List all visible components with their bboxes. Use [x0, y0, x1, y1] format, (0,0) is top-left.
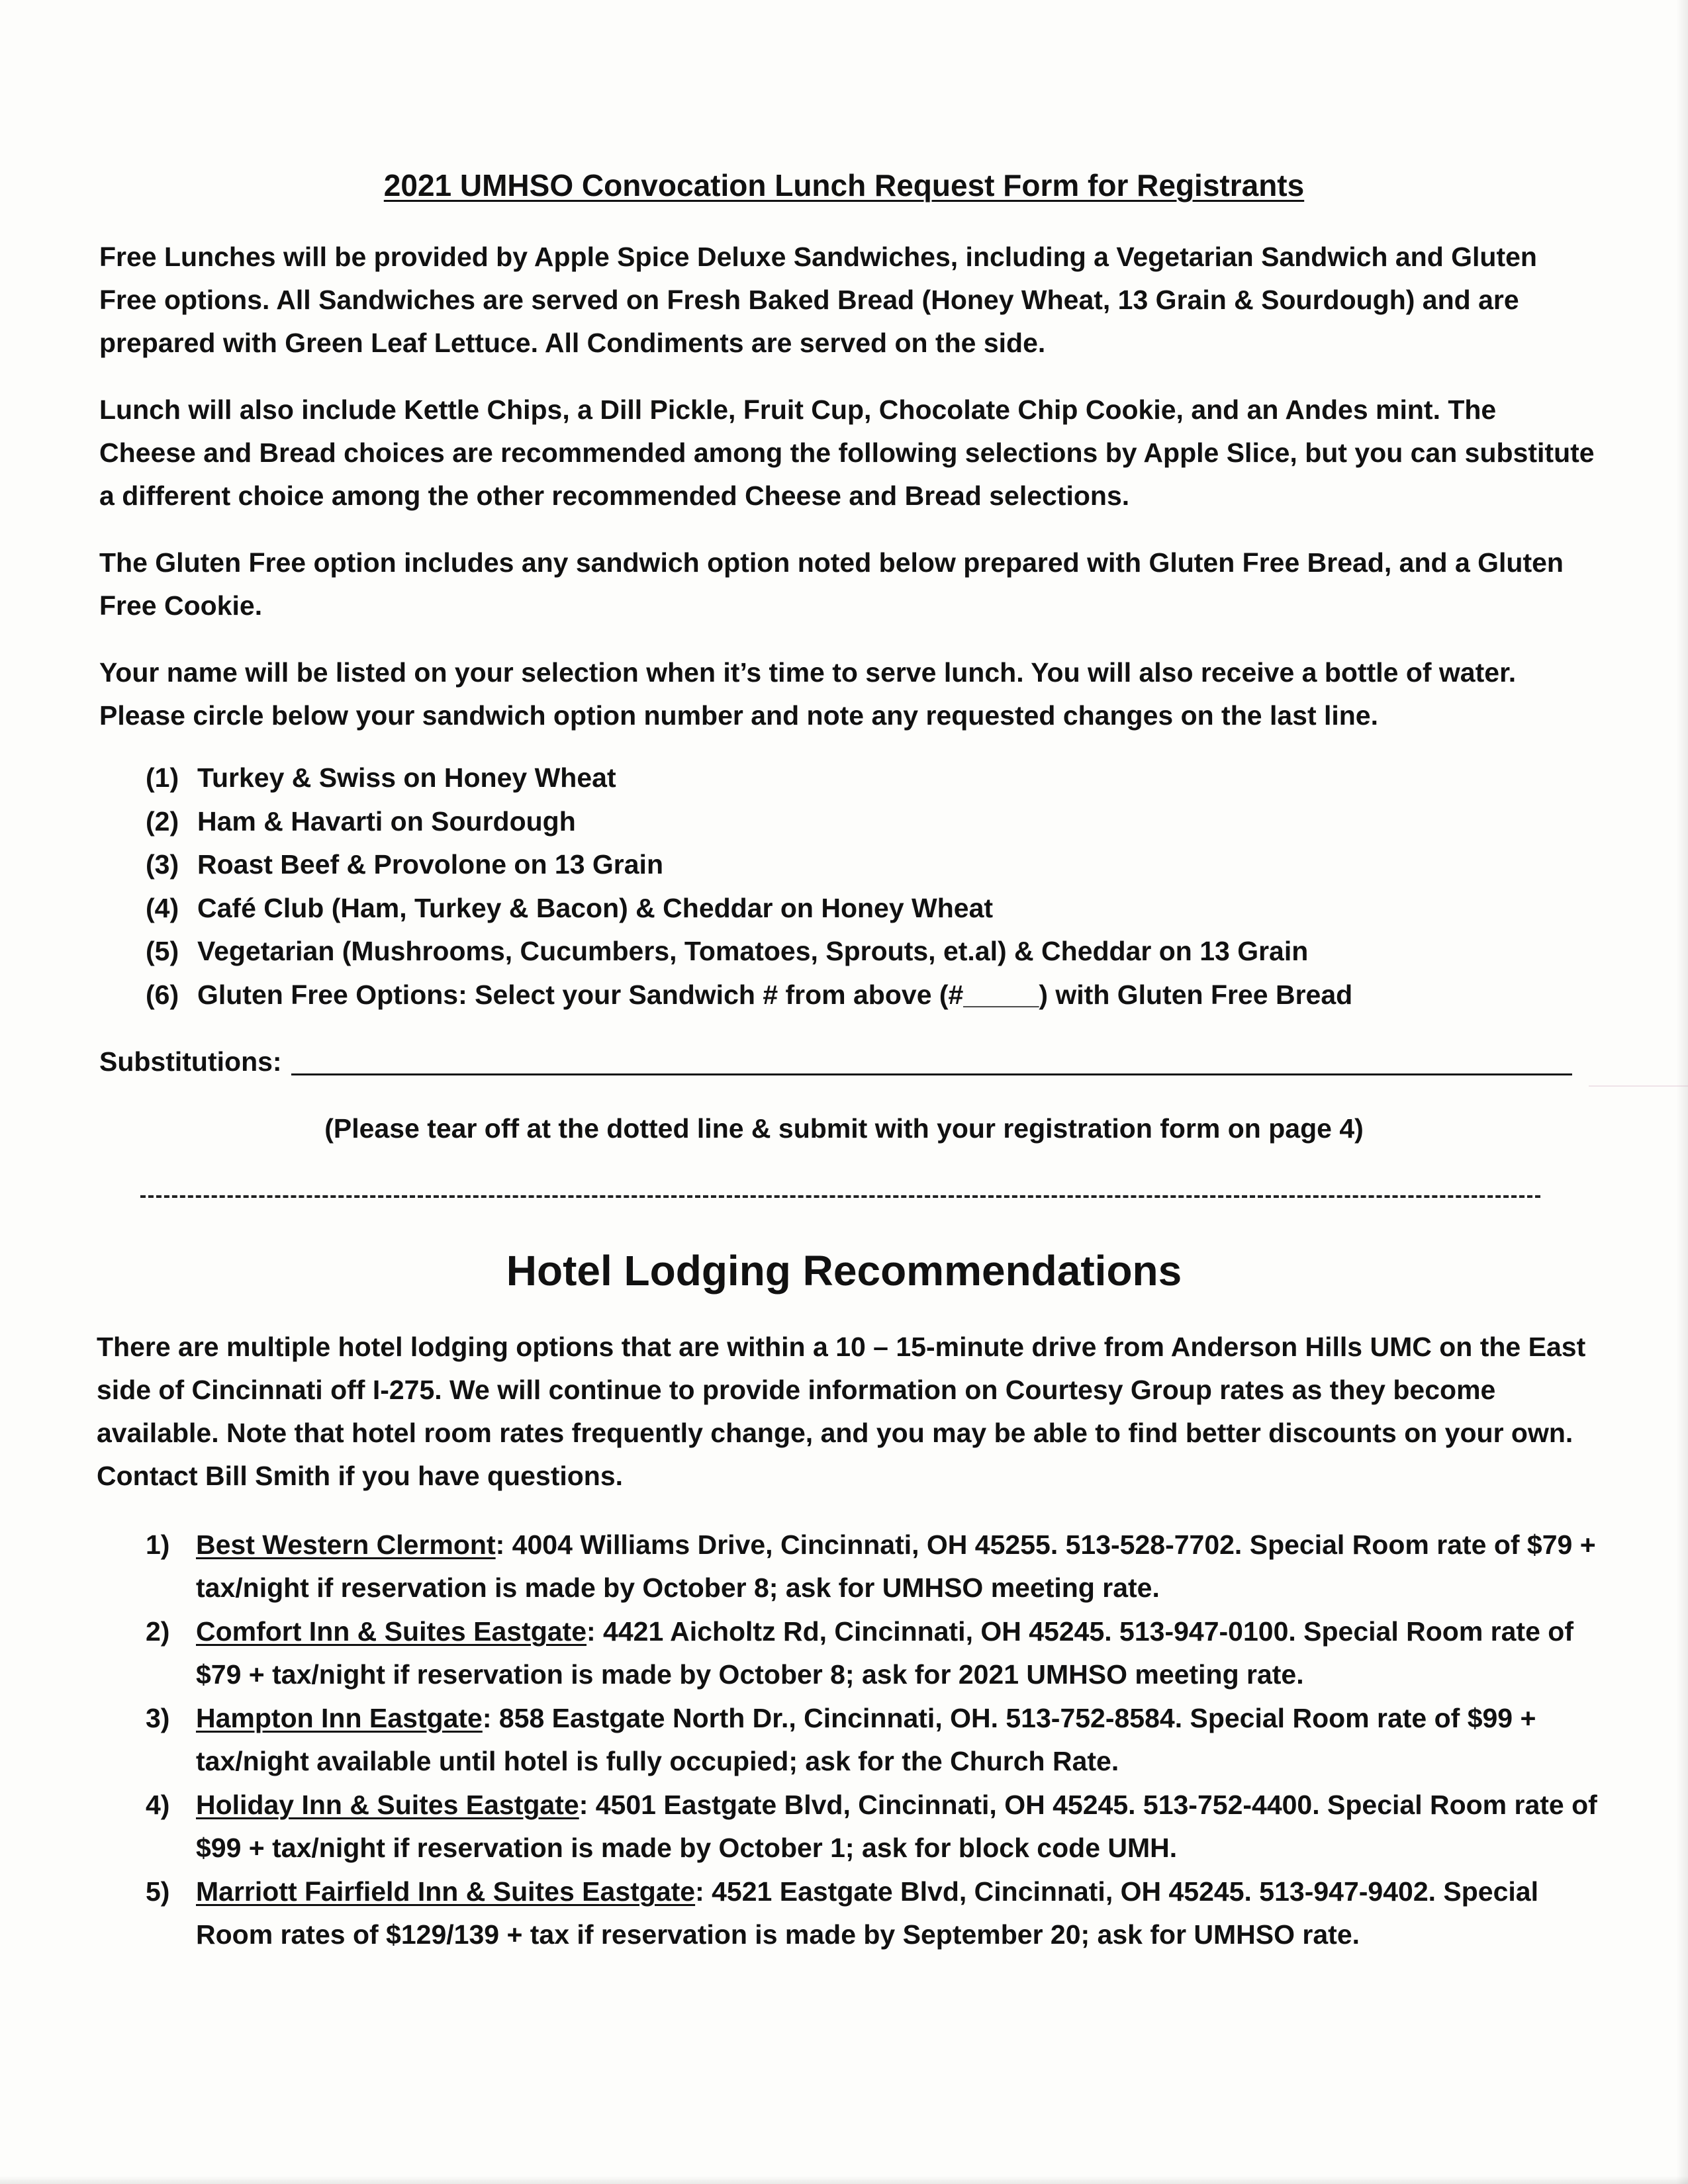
option-number: (4) — [146, 892, 179, 923]
sandwich-option[interactable] — [146, 800, 1602, 844]
sandwich-option[interactable] — [146, 974, 1602, 1017]
hotel-details: : 4521 Eastgate Blvd, Cincinnati, OH 45245. 513-947-9402. Special Room rates of $129/139 + tax if reservation is made by September 20; ask for UMHSO rate. — [196, 1876, 1538, 1950]
hotel-item — [146, 1870, 1602, 1956]
hotel-item — [146, 1524, 1602, 1610]
hotel-number: 1) — [146, 1529, 170, 1560]
paper-fold-mark — [1589, 1085, 1688, 1087]
hotel-number: 2) — [146, 1616, 170, 1647]
option-number: (6) — [146, 979, 179, 1010]
hotel-name: Marriott Fairfield Inn & Suites Eastgate — [196, 1876, 696, 1907]
lunch-includes-paragraph: Lunch will also include Kettle Chips, a Dill Pickle, Fruit Cup, Chocolate Chip Cookie, and an Andes mint. The Cheese and Bread choices are recommended among the following selections by Apple Slice, but you can substitute a different choice among the other recommended Cheese and Bread selections. — [99, 394, 1595, 511]
hotel-number: 5) — [146, 1876, 170, 1907]
option-text: Gluten Free Options: Select your Sandwich # from above (#_____) with Gluten Free Bread — [197, 979, 1353, 1010]
sandwich-option[interactable] — [146, 930, 1602, 974]
gluten-free-paragraph: The Gluten Free option includes any sandwich option noted below prepared with Gluten Free Bread, and a Gluten Free Cookie. — [99, 547, 1564, 621]
option-text: Café Club (Ham, Turkey & Bacon) & Cheddar on Honey Wheat — [197, 892, 994, 923]
hotel-details: : 858 Eastgate North Dr., Cincinnati, OH. 513-752-8584. Special Room rate of $99 + tax/night available until hotel is fully occupied; ask for the Church Rate. — [196, 1703, 1536, 1776]
tear-off-dotted-line — [140, 1195, 1540, 1198]
sandwich-option[interactable] — [146, 843, 1602, 887]
lunch-form-title: 2021 UMHSO Convocation Lunch Request Form for Registrants — [383, 168, 1305, 203]
hotel-number: 4) — [146, 1790, 170, 1820]
hotel-details: : 4501 Eastgate Blvd, Cincinnati, OH 45245. 513-752-4400. Special Room rate of $99 + tax/night if reservation is made by October 1; ask for block code UMH. — [196, 1790, 1597, 1863]
scan-bottom-shadow — [0, 2176, 1688, 2184]
substitutions-label: Substitutions: — [99, 1046, 282, 1077]
hotel-intro-paragraph: There are multiple hotel lodging options that are within a 10 – 15-minute drive from Anderson Hills UMC on the East side of Cincinnati off I-275. We will continue to provide information on Courtesy Group rates as they become available. Note that hotel room rates frequently change, and you may be able to find better discounts on your own. Contact Bill Smith if you have questions. — [97, 1332, 1586, 1491]
option-text: Ham & Havarti on Sourdough — [197, 805, 576, 837]
hotel-item — [146, 1610, 1602, 1696]
hotel-list — [146, 1524, 1602, 1957]
option-text: Roast Beef & Provolone on 13 Grain — [197, 849, 663, 880]
option-number: (3) — [146, 849, 179, 880]
hotel-number: 3) — [146, 1703, 170, 1733]
hotel-name: Best Western Clermont — [196, 1529, 496, 1560]
option-number: (1) — [146, 762, 179, 793]
option-text: Vegetarian (Mushrooms, Cucumbers, Tomatoes, Sprouts, et.al) & Cheddar on 13 Grain — [197, 936, 1309, 966]
substitutions-row — [99, 1042, 1489, 1081]
lunch-intro-paragraph: Free Lunches will be provided by Apple Spice Deluxe Sandwiches, including a Vegetarian Sandwich and Gluten Free options. All Sandwiches are served on Fresh Baked Bread (Honey Wheat, 13 Grain & Sourdough) and are prepared with Green Leaf Lettuce. All Condiments are served on the side. — [99, 242, 1537, 358]
hotel-heading: Hotel Lodging Recommendations — [506, 1247, 1182, 1295]
hotel-item — [146, 1697, 1602, 1783]
instructions-paragraph: Your name will be listed on your selection when it’s time to serve lunch. You will also receive a bottle of water. Please circle below your sandwich option number and note any requested changes on the last line. — [99, 657, 1517, 731]
option-number: (5) — [146, 936, 179, 966]
hotel-name: Hampton Inn Eastgate — [196, 1703, 483, 1733]
sandwich-options-list — [146, 756, 1602, 1017]
hotel-name: Comfort Inn & Suites Eastgate — [196, 1616, 587, 1647]
tear-off-note: (Please tear off at the dotted line & submit with your registration form on page 4) — [324, 1113, 1364, 1144]
sandwich-option[interactable] — [146, 887, 1602, 931]
hotel-item — [146, 1784, 1602, 1870]
hotel-details: : 4004 Williams Drive, Cincinnati, OH 45255. 513-528-7702. Special Room rate of $79 + tax/night if reservation is made by October 8; ask for UMHSO meeting rate. — [196, 1529, 1596, 1603]
scan-edge-shadow — [1676, 0, 1688, 2184]
sandwich-option[interactable] — [146, 756, 1602, 800]
substitutions-write-line[interactable] — [291, 1073, 1572, 1075]
hotel-name: Holiday Inn & Suites Eastgate — [196, 1790, 579, 1820]
hotel-details: : 4421 Aicholtz Rd, Cincinnati, OH 45245. 513-947-0100. Special Room rate of $79 + tax/night if reservation is made by October 8; ask for 2021 UMHSO meeting rate. — [196, 1616, 1573, 1690]
option-number: (2) — [146, 805, 179, 837]
option-text: Turkey & Swiss on Honey Wheat — [197, 762, 616, 793]
